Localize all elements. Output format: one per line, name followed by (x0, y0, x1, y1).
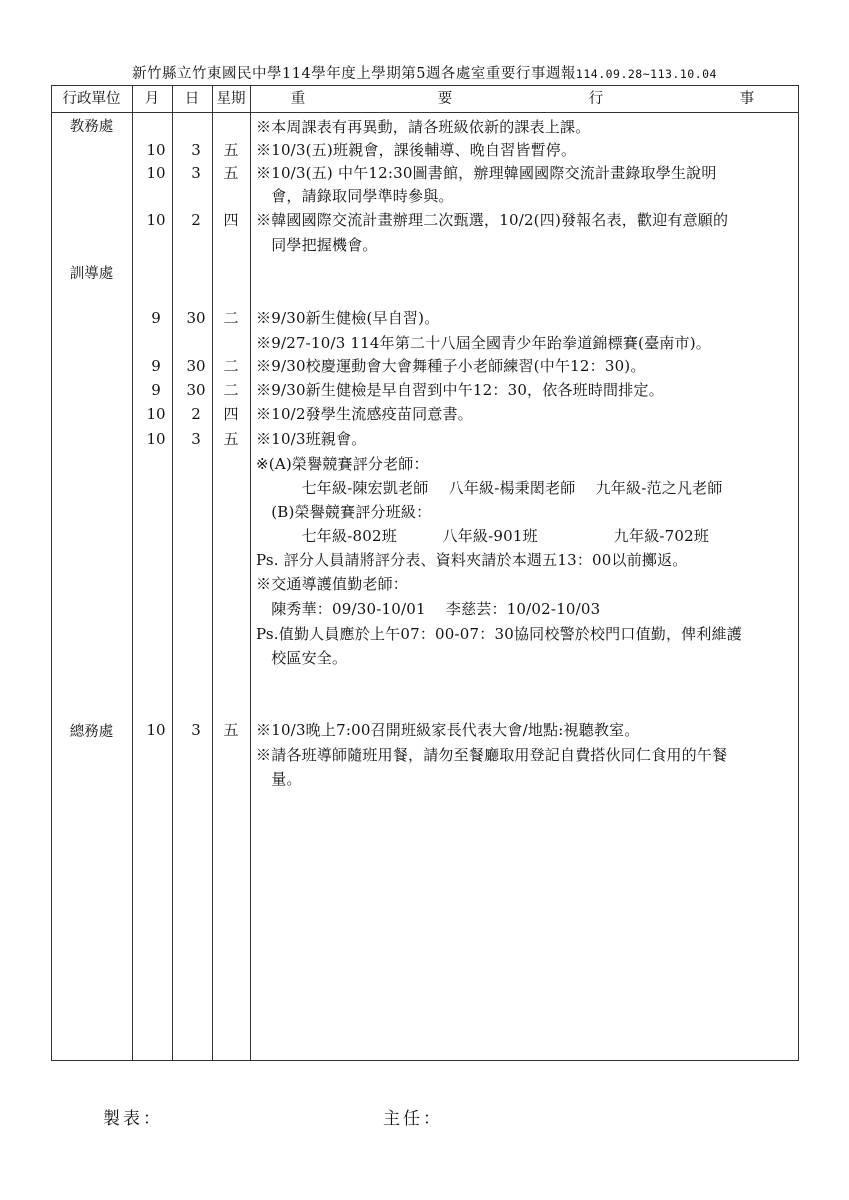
row-day: 3 (191, 721, 201, 739)
row-day: 30 (186, 309, 206, 327)
row-event-text: ※9/27-10/3 114年第二十八屆全國青少年跆拳道錦標賽(臺南市)。 (256, 334, 711, 352)
table-row (0, 138, 849, 162)
table-row (0, 767, 849, 791)
row-month: 9 (151, 309, 161, 327)
row-month: 10 (146, 211, 166, 229)
row-day: 2 (191, 211, 201, 229)
document-title (40, 62, 809, 83)
date-range: 114.09.28~113.10.04 (575, 67, 717, 81)
row-event-text: ※10/3(五)班親會，課後輔導、晚自習皆暫停。 (256, 141, 577, 159)
row-month: 10 (146, 164, 166, 182)
table-row (0, 354, 849, 378)
footer-director: 主任： (383, 1109, 443, 1129)
row-day: 30 (186, 357, 206, 375)
table-row (0, 233, 849, 257)
row-event-text: 量。 (256, 770, 302, 788)
footer-prepared-by: 製表： (103, 1109, 163, 1129)
row-day: 3 (191, 164, 201, 182)
table-row (0, 743, 849, 767)
row-day: 30 (186, 381, 206, 399)
row-month: 10 (146, 405, 166, 423)
table-row (0, 184, 849, 208)
row-month: 10 (146, 721, 166, 739)
row-event-text: 陳秀華：09/30-10/01 李慈芸：10/02-10/03 (256, 600, 601, 618)
table-row (0, 622, 849, 646)
row-weekday: 二 (223, 381, 239, 399)
table-row (0, 161, 849, 185)
row-month: 10 (146, 141, 166, 159)
table-row (0, 115, 849, 139)
header-events-char-3: 行 (588, 91, 604, 107)
table-row (0, 208, 849, 232)
header-events-char-2: 要 (437, 91, 453, 107)
row-event-text: 會，請錄取同學準時參與。 (256, 187, 454, 205)
row-event-text: ※10/3班親會。 (256, 430, 367, 448)
row-month: 10 (146, 430, 166, 448)
table-row (0, 572, 849, 596)
header-weekday: 星期 (216, 91, 246, 107)
row-event-text: ※(A)榮譽競賽評分老師： (256, 455, 429, 473)
table-row (0, 402, 849, 426)
row-event-text: Ps.值勤人員應於上午07：00-07：30協同校警於校門口值勤，俾利維護 (256, 625, 742, 643)
header-month: 月 (144, 91, 160, 107)
row-event-text: ※請各班導師隨班用餐，請勿至餐廳取用登記自費搭伙同仁食用的午餐 (256, 746, 728, 764)
row-month: 9 (151, 357, 161, 375)
table-row (0, 500, 849, 524)
table-row (0, 378, 849, 402)
table-row (0, 718, 849, 742)
row-weekday: 五 (223, 141, 239, 159)
row-event-text: (B)榮譽競賽評分班級： (256, 503, 432, 521)
table-row (0, 306, 849, 330)
table-row (0, 476, 849, 500)
row-event-text: ※9/30新生健檢是早自習到中午12：30，依各班時間排定。 (256, 381, 664, 399)
row-event-text: ※交通導護值勤老師： (256, 575, 409, 593)
row-day: 3 (191, 141, 201, 159)
row-weekday: 五 (223, 164, 239, 182)
unit-student-affairs: 訓導處 (69, 266, 114, 282)
row-weekday: 五 (223, 430, 239, 448)
row-weekday: 二 (223, 357, 239, 375)
row-event-text: Ps. 評分人員請將評分表、資料夾請於本週五13：00以前擲返。 (256, 551, 688, 569)
header-divider (51, 112, 799, 113)
table-border-top (51, 85, 799, 86)
table-row (0, 646, 849, 670)
row-event-text: 同學把握機會。 (256, 236, 378, 254)
row-weekday: 四 (223, 211, 239, 229)
header-events-char-4: 事 (739, 91, 755, 107)
table-row (0, 597, 849, 621)
row-event-text: 校區安全。 (256, 649, 348, 667)
table-border-bottom (51, 1060, 799, 1061)
row-weekday: 五 (223, 721, 239, 739)
header-day: 日 (184, 91, 200, 107)
header-events-char-1: 重 (290, 91, 306, 107)
unit-academic-affairs: 教務處 (69, 119, 114, 135)
row-event-text: 七年級-802班 八年級-901班 九年級-702班 (256, 527, 710, 545)
header-unit: 行政單位 (62, 91, 121, 107)
row-day: 2 (191, 405, 201, 423)
row-event-text: ※9/30新生健檢(早自習)。 (256, 309, 440, 327)
row-event-text: 七年級-陳宏凱老師 八年級-楊秉閎老師 九年級-范之凡老師 (256, 479, 723, 497)
row-event-text: ※韓國國際交流計畫辦理二次甄選，10/2(四)發報名表，歡迎有意願的 (256, 211, 729, 229)
unit-general-affairs: 總務處 (69, 724, 114, 740)
table-row (0, 524, 849, 548)
row-event-text: ※10/2發學生流感疫苗同意書。 (256, 405, 473, 423)
table-row (0, 427, 849, 451)
title-text: 新竹縣立竹東國民中學114學年度上學期第5週各處室重要行事週報 (132, 66, 576, 82)
table-row (0, 331, 849, 355)
row-weekday: 二 (223, 309, 239, 327)
row-event-text: ※10/3晚上7:00召開班級家長代表大會/地點:視聽教室。 (256, 721, 640, 739)
row-event-text: ※9/30校慶運動會大會舞種子小老師練習(中午12：30)。 (256, 357, 646, 375)
row-month: 9 (151, 381, 161, 399)
row-event-text: ※本周課表有再異動，請各班級依新的課表上課。 (256, 118, 591, 136)
table-row (0, 452, 849, 476)
table-row (0, 548, 849, 572)
row-day: 3 (191, 430, 201, 448)
row-event-text: ※10/3(五) 中午12:30圖書館，辦理韓國國際交流計畫錄取學生說明 (256, 164, 717, 182)
row-weekday: 四 (223, 405, 239, 423)
